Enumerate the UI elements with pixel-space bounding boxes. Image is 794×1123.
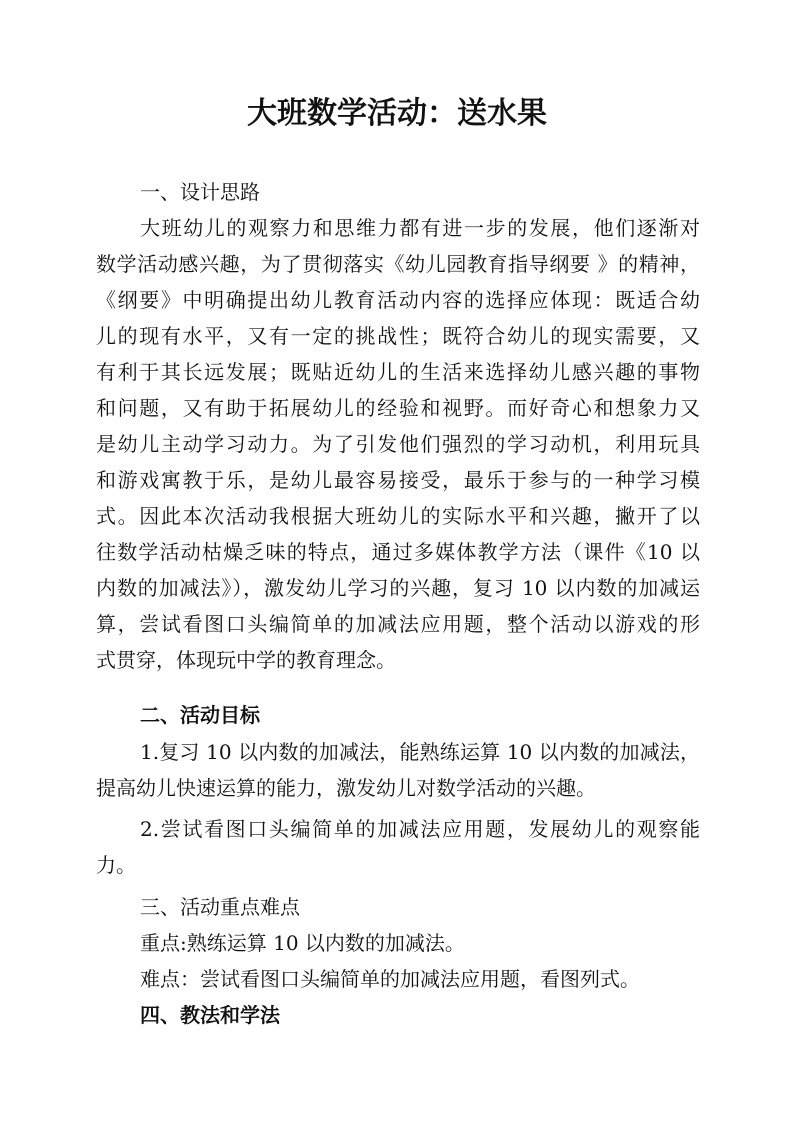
paragraph-line: 有利于其长远发展；既贴近幼儿的生活来选择幼儿感兴趣的事物 bbox=[96, 360, 700, 384]
paragraph-line: 儿的现有水平，又有一定的挑战性；既符合幼儿的现实需要，又 bbox=[96, 324, 700, 348]
key-point-line: 重点:熟练运算 10 以内数的加减法。 bbox=[140, 931, 465, 955]
goal-item-2: 2.尝试看图口头编简单的加减法应用题，发展幼儿的观察能 bbox=[140, 817, 700, 841]
paragraph-line: 提高幼儿快速运算的能力，激发幼儿对数学活动的兴趣。 bbox=[96, 776, 596, 800]
section-heading-goals: 二、活动目标 bbox=[140, 703, 260, 727]
paragraph-line: 算，尝试看图口头编简单的加减法应用题，整个活动以游戏的形 bbox=[96, 612, 700, 636]
paragraph-line: 数学活动感兴趣，为了贯彻落实《幼儿园教育指导纲要 》的精神， bbox=[96, 252, 700, 276]
paragraph-line: 式贯穿，体现玩中学的教育理念。 bbox=[96, 648, 396, 672]
difficulty-line: 难点：尝试看图口头编简单的加减法应用题，看图列式。 bbox=[140, 967, 640, 991]
paragraph-line: 式。因此本次活动我根据大班幼儿的实际水平和兴趣，撇开了以 bbox=[96, 504, 700, 528]
section-heading-key-points: 三、活动重点难点 bbox=[140, 895, 300, 919]
document-title: 大班数学活动：送水果 bbox=[247, 96, 547, 131]
paragraph-line: 往数学活动枯燥乏味的特点，通过多媒体教学方法（课件《10 以 bbox=[96, 540, 700, 564]
paragraph-line: 《纲要》中明确提出幼儿教育活动内容的选择应体现：既适合幼 bbox=[96, 288, 700, 312]
paragraph-line: 和游戏寓教于乐，是幼儿最容易接受，最乐于参与的一种学习模 bbox=[96, 468, 700, 492]
section-heading-design: 一、设计思路 bbox=[140, 180, 260, 204]
section-heading-methods: 四、教法和学法 bbox=[140, 1003, 280, 1027]
paragraph-line: 是幼儿主动学习动力。为了引发他们强烈的学习动机，利用玩具 bbox=[96, 432, 700, 456]
paragraph-line: 和问题，又有助于拓展幼儿的经验和视野。而好奇心和想象力又 bbox=[96, 396, 700, 420]
goal-item-1: 1.复习 10 以内数的加减法，能熟练运算 10 以内数的加减法， bbox=[140, 740, 700, 764]
paragraph-line: 大班幼儿的观察力和思维力都有进一步的发展，他们逐渐对 bbox=[140, 216, 700, 240]
paragraph-line: 内数的加减法》），激发幼儿学习的兴趣，复习 10 以内数的加减运 bbox=[96, 576, 700, 600]
paragraph-line: 力。 bbox=[96, 853, 136, 877]
